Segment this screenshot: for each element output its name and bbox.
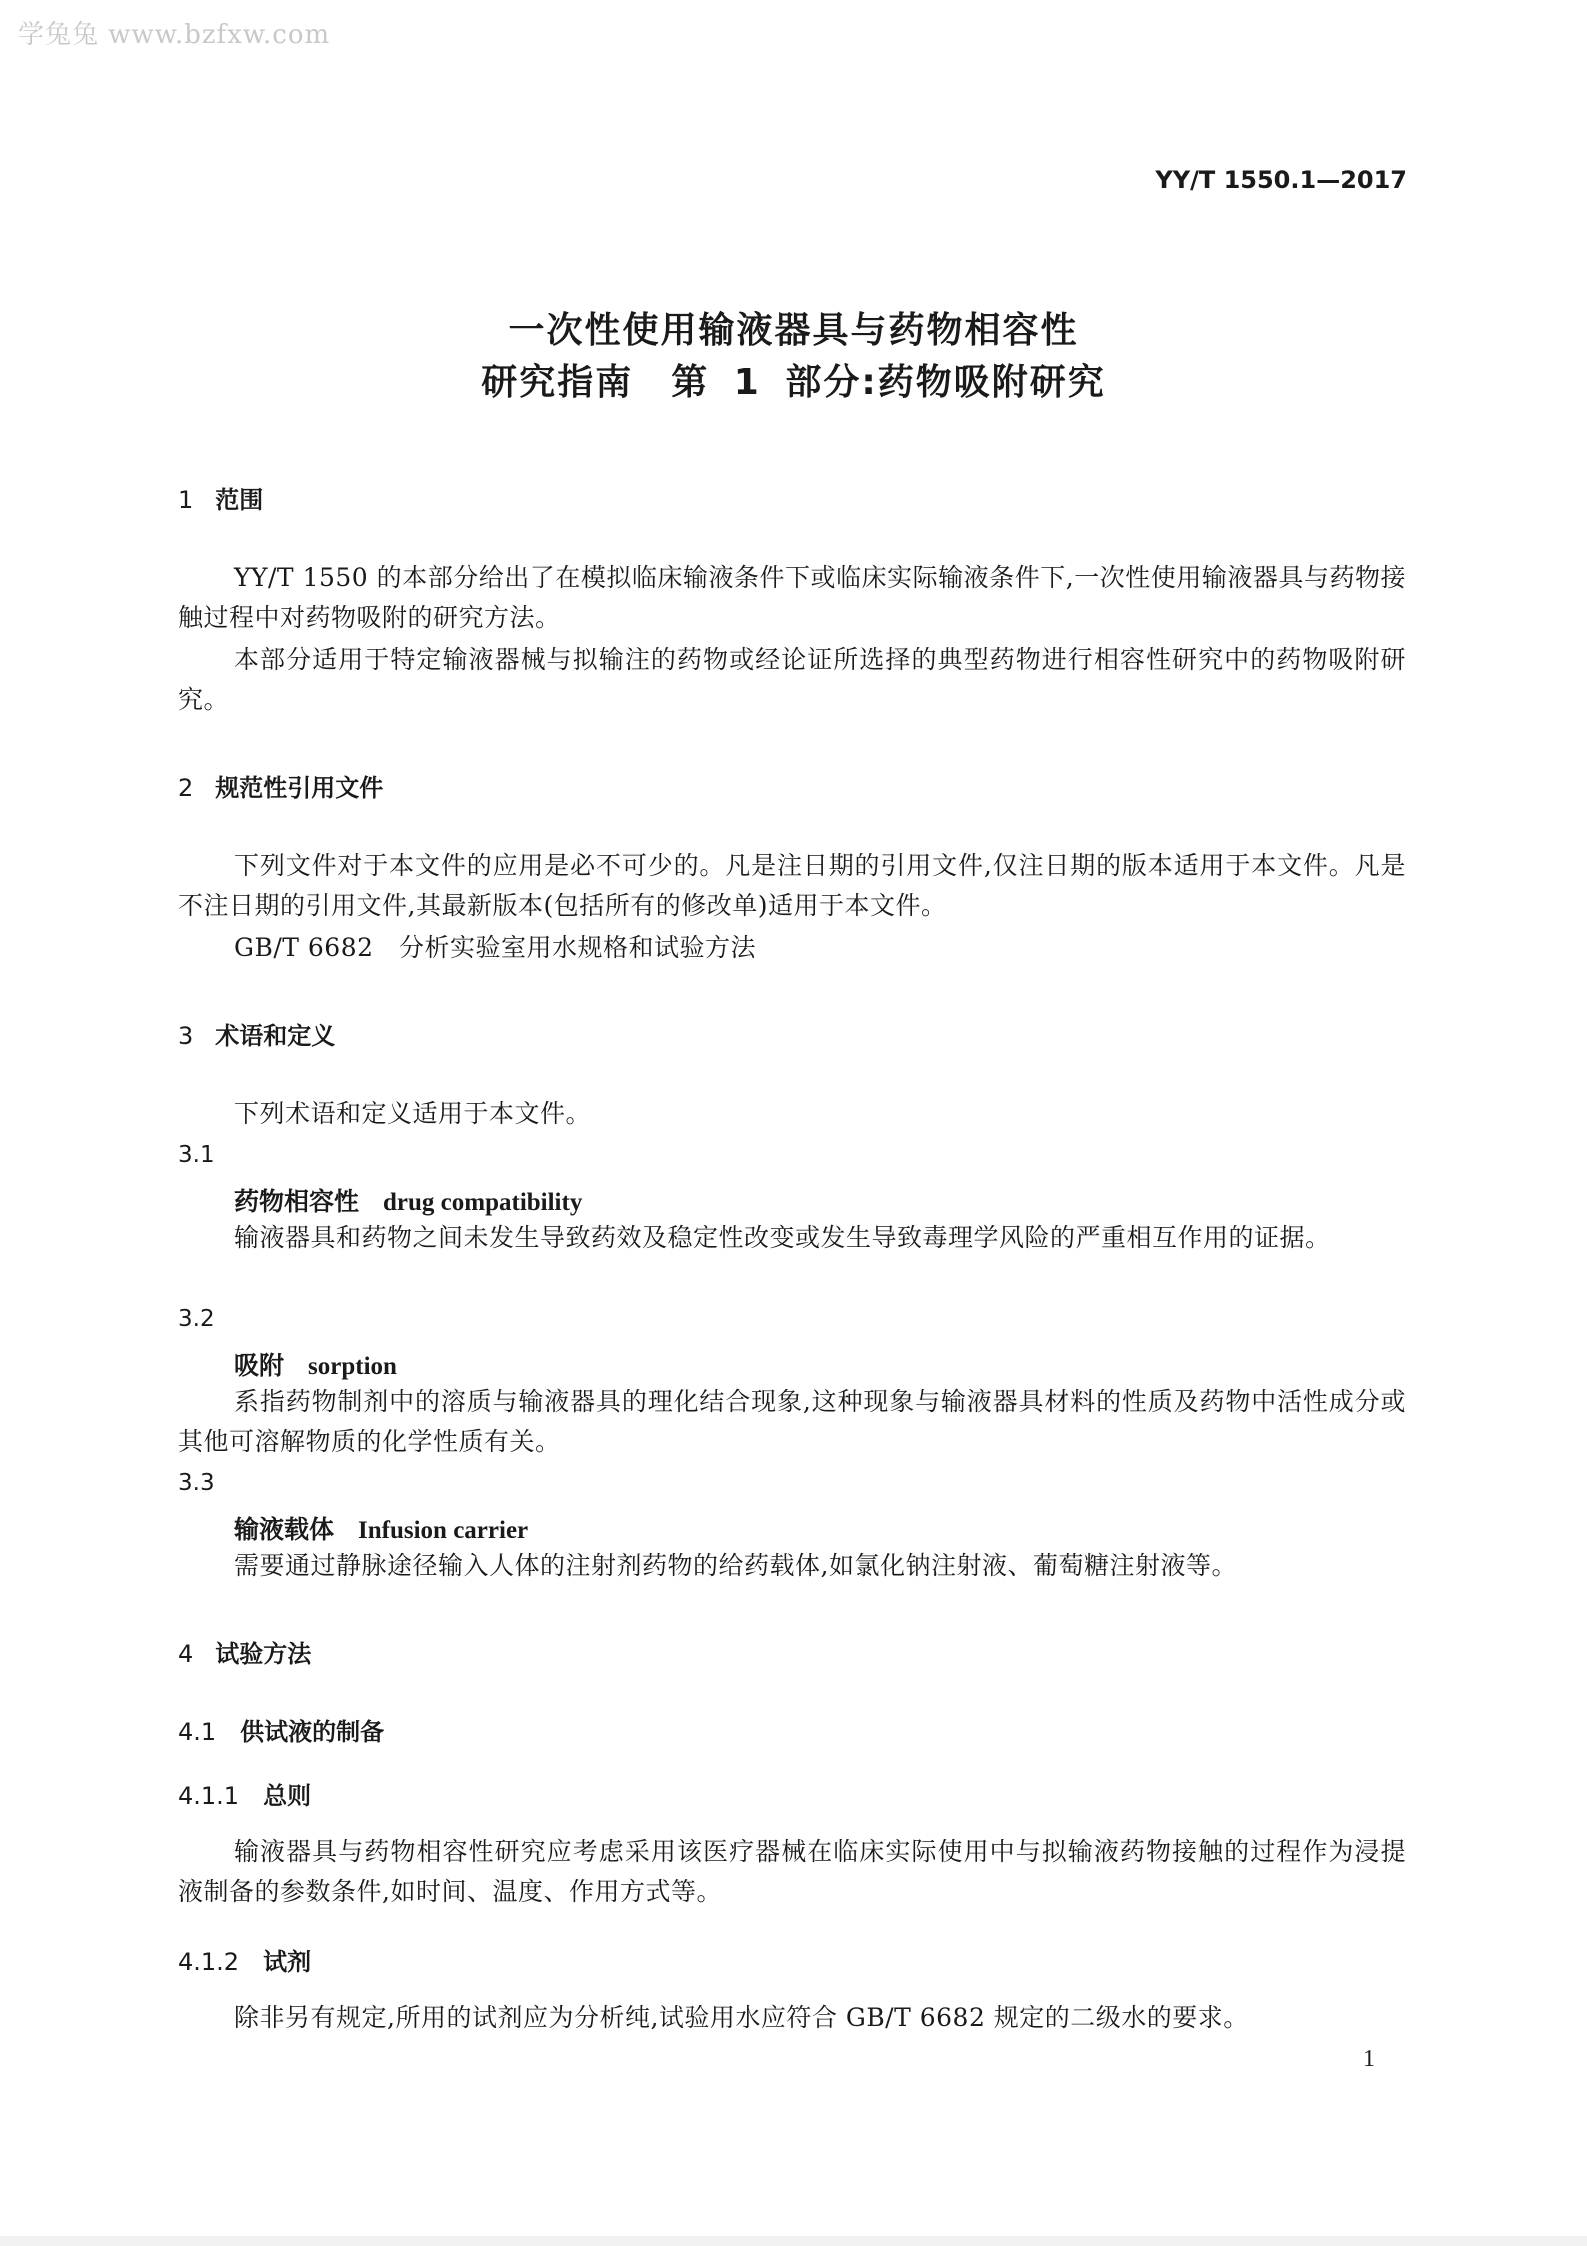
section-2-heading: [178, 768, 383, 803]
section-4-1-1-heading: [178, 1776, 311, 1811]
document-title-line1: 一次性使用输液器具与药物相容性: [508, 310, 1079, 351]
term-chinese: 药物相容性: [234, 1187, 360, 1216]
term-entry: [234, 1510, 528, 1546]
term-number: 3.3: [178, 1470, 215, 1496]
page-number: 1: [1363, 2046, 1375, 2072]
term-definition: 系指药物制剂中的溶质与输液器具的理化结合现象,这种现象与输液器具材料的性质及药物中活性成分或其他可溶解物质的化学性质有关。: [178, 1387, 1406, 1456]
section-3-paragraph-1: 下列术语和定义适用于本文件。: [234, 1099, 592, 1128]
section-1-paragraph-2: 本部分适用于特定输液器械与拟输注的药物或经论证所选择的典型药物进行相容性研究中的药物吸附研究。: [178, 645, 1406, 714]
section-title: 试剂: [263, 1948, 312, 1976]
document-title-line2: 研究指南 第 1 部分:药物吸附研究: [481, 362, 1106, 403]
term-chinese: 吸附: [234, 1351, 285, 1380]
section-1-heading: [178, 480, 263, 515]
page-bottom-edge: [0, 2236, 1587, 2246]
term-number: 3.2: [178, 1306, 215, 1332]
term-english: drug compatibility: [383, 1189, 583, 1216]
section-4-1-1-paragraph: 输液器具与药物相容性研究应考虑采用该医疗器械在临床实际使用中与拟输液药物接触的过程作为浸提液制备的参数条件,如时间、温度、作用方式等。: [178, 1837, 1406, 1906]
section-2-paragraph-1: 下列文件对于本文件的应用是必不可少的。凡是注日期的引用文件,仅注日期的版本适用于本文件。凡是不注日期的引用文件,其最新版本(包括所有的修改单)适用于本文件。: [178, 851, 1406, 920]
section-number: 3: [178, 1022, 194, 1050]
section-number: 4.1: [178, 1718, 217, 1746]
term-english: sorption: [308, 1353, 397, 1380]
section-4-1-heading: [178, 1712, 384, 1747]
term-entry: [234, 1182, 582, 1218]
section-title: 试验方法: [215, 1640, 312, 1668]
section-title: 总则: [263, 1782, 312, 1810]
watermark: 学兔兔 www.bzfxw.com: [18, 20, 331, 50]
section-number: 4: [178, 1640, 194, 1668]
term-chinese: 输液载体: [234, 1515, 335, 1544]
section-title: 范围: [215, 486, 264, 514]
section-number: 4.1.2: [178, 1948, 240, 1976]
section-title: 术语和定义: [215, 1022, 336, 1050]
term-definition: 输液器具和药物之间未发生导致药效及稳定性改变或发生导致毒理学风险的严重相互作用的证据。: [234, 1223, 1331, 1252]
section-1-paragraph-1: YY/T 1550 的本部分给出了在模拟临床输液条件下或临床实际输液条件下,一次性使用输液器具与药物接触过程中对药物吸附的研究方法。: [178, 563, 1406, 632]
section-title: 供试液的制备: [240, 1718, 385, 1746]
section-4-1-2-paragraph: 除非另有规定,所用的试剂应为分析纯,试验用水应符合 GB/T 6682 规定的二级水的要求。: [234, 2003, 1249, 2032]
section-4-heading: [178, 1634, 311, 1669]
section-number: 4.1.1: [178, 1782, 240, 1810]
term-english: Infusion carrier: [358, 1517, 529, 1544]
section-3-heading: [178, 1016, 335, 1051]
term-definition: 需要通过静脉途径输入人体的注射剂药物的给药载体,如氯化钠注射液、葡萄糖注射液等。: [234, 1551, 1237, 1580]
normative-reference: GB/T 6682 分析实验室用水规格和试验方法: [234, 933, 757, 962]
section-number: 1: [178, 486, 194, 514]
term-number: 3.1: [178, 1142, 215, 1168]
section-title: 规范性引用文件: [215, 774, 384, 802]
section-number: 2: [178, 774, 194, 802]
standard-code: YY/T 1550.1—2017: [1155, 166, 1407, 194]
term-entry: [234, 1346, 397, 1382]
section-4-1-2-heading: [178, 1942, 311, 1977]
